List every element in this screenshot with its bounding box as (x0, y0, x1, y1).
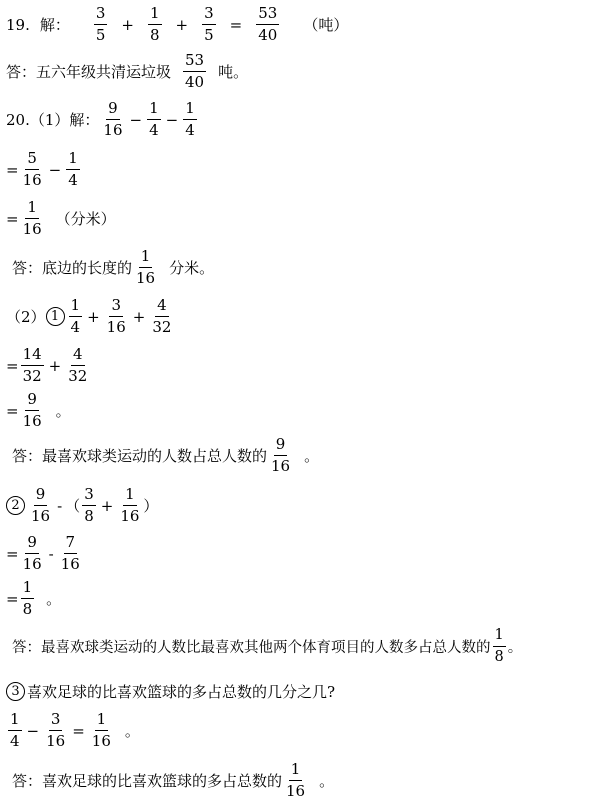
fraction: $\frac{1}{8}$ (22, 578, 33, 618)
q20-2-answer2-prefix: 答：最喜欢球类运动的人数比最喜欢其他两个体育项目的人数多占总人数的 (12, 639, 491, 656)
period: 。 (304, 447, 320, 465)
equals-sign: = (6, 589, 19, 608)
q19-answer-line (6, 53, 248, 90)
q20-2-answer1 (12, 437, 319, 474)
q20-2-answer2 (12, 628, 522, 664)
fraction: $\frac{9}{16}$ (22, 533, 42, 573)
equals-sign: = (6, 209, 19, 228)
period: 。 (507, 639, 523, 656)
q20-1-answer-suffix: 分米。 (169, 259, 215, 277)
q20-2-line (6, 298, 175, 335)
fraction: $\frac{3}{8}$ (84, 485, 94, 525)
q20-2-answer1-prefix: 答：最喜欢球类运动的人数占总人数的 (12, 447, 268, 465)
period: 。 (319, 772, 335, 790)
minus-sign: − (48, 160, 62, 179)
fraction: $\frac{3}{5}$ (204, 4, 214, 44)
plus-sign: + (121, 15, 134, 34)
equals-sign: = (229, 15, 243, 34)
fraction: $\frac{3}{16}$ (46, 710, 66, 750)
fraction: $\frac{1}{16}$ (91, 710, 111, 750)
period: 。 (55, 402, 71, 420)
q20-2-part2-line (6, 487, 158, 524)
period: 。 (46, 590, 62, 608)
equals-sign: = (6, 356, 19, 375)
minus-sign: - (57, 496, 63, 515)
q20-2-label: （2） (6, 308, 46, 326)
plus-sign: + (175, 15, 189, 34)
fraction: $\frac{7}{16}$ (60, 533, 80, 573)
fraction: $\frac{4}{32}$ (68, 345, 88, 385)
q20-1-step3 (6, 200, 116, 237)
minus-sign: − (129, 110, 143, 129)
fraction: $\frac{9}{16}$ (271, 435, 291, 475)
q20-2-part3-question: 喜欢足球的比喜欢篮球的多占总数的几分之几? (27, 683, 336, 701)
q20-2-part3-line (6, 681, 335, 702)
q20-2-answer3-prefix: 答：喜欢足球的比喜欢篮球的多占总数的 (12, 772, 283, 790)
fraction: $\frac{1}{8}$ (150, 4, 160, 44)
fraction: $\frac{1}{8}$ (494, 627, 504, 665)
minus-sign: - (48, 544, 54, 563)
fraction: $\frac{5}{16}$ (22, 149, 42, 189)
plus-sign: + (48, 356, 62, 375)
fraction: $\frac{3}{16}$ (106, 296, 126, 336)
q19-equation-line (6, 6, 348, 43)
fraction: $\frac{9}{16}$ (103, 99, 123, 139)
plus-sign: + (100, 496, 114, 515)
q19-label: 19. (6, 15, 30, 34)
fraction: $\frac{1}{16}$ (22, 198, 42, 238)
period: 。 (124, 722, 140, 740)
fraction: $\frac{3}{5}$ (95, 4, 106, 44)
circled-number: 1 (46, 307, 65, 326)
left-paren: （ (65, 497, 81, 515)
q20-2-answer3 (12, 762, 334, 799)
q19-jie: 解： (39, 16, 70, 34)
fraction: $\frac{1}{16}$ (120, 485, 140, 525)
q20-1-answer-prefix: 答：底边的长度的 (12, 259, 133, 277)
equals-sign: = (6, 160, 19, 179)
fraction: $\frac{53}{40}$ (185, 51, 205, 91)
q20-1-line (6, 101, 199, 138)
plus-sign: + (87, 307, 100, 326)
equals-sign: = (72, 721, 85, 740)
circled-number: 2 (6, 496, 25, 515)
fraction: $\frac{1}{4}$ (149, 99, 159, 139)
fraction: $\frac{53}{40}$ (258, 4, 278, 44)
q20-2-step2 (6, 347, 91, 384)
q20-1-step2 (6, 151, 82, 188)
minus-sign: − (26, 721, 40, 740)
fraction: $\frac{14}{32}$ (22, 345, 42, 385)
minus-sign: − (165, 110, 179, 129)
q20-2-part2-step3 (6, 580, 61, 617)
fraction: $\frac{1}{4}$ (68, 149, 78, 189)
q19-answer-prefix: 答：五六年级共清运垃圾 (6, 63, 172, 81)
q19-answer-suffix: 吨。 (218, 63, 249, 81)
fraction: $\frac{9}{16}$ (22, 390, 42, 430)
q19-unit: （吨） (303, 16, 349, 34)
circled-number: 3 (6, 682, 25, 701)
q20-2-step3 (6, 392, 71, 429)
q20-1-answer (12, 249, 214, 286)
fraction: $\frac{1}{4}$ (10, 710, 20, 750)
equals-sign: = (6, 401, 19, 420)
fraction: $\frac{9}{16}$ (31, 485, 51, 525)
fraction: $\frac{1}{4}$ (185, 99, 195, 139)
equals-sign: = (6, 544, 19, 563)
right-paren: ） (143, 497, 159, 515)
fraction: $\frac{1}{16}$ (286, 760, 306, 800)
q20-1-label: 20.（1）解： (6, 111, 100, 129)
plus-sign: + (132, 307, 146, 326)
q20-2-part2-step2 (6, 535, 84, 572)
fraction: $\frac{1}{16}$ (136, 247, 156, 287)
q20-1-unit: （分米） (55, 210, 116, 228)
fraction: $\frac{1}{4}$ (70, 296, 81, 336)
fraction: $\frac{4}{32}$ (152, 296, 172, 336)
q20-2-part3-equation (6, 712, 140, 749)
